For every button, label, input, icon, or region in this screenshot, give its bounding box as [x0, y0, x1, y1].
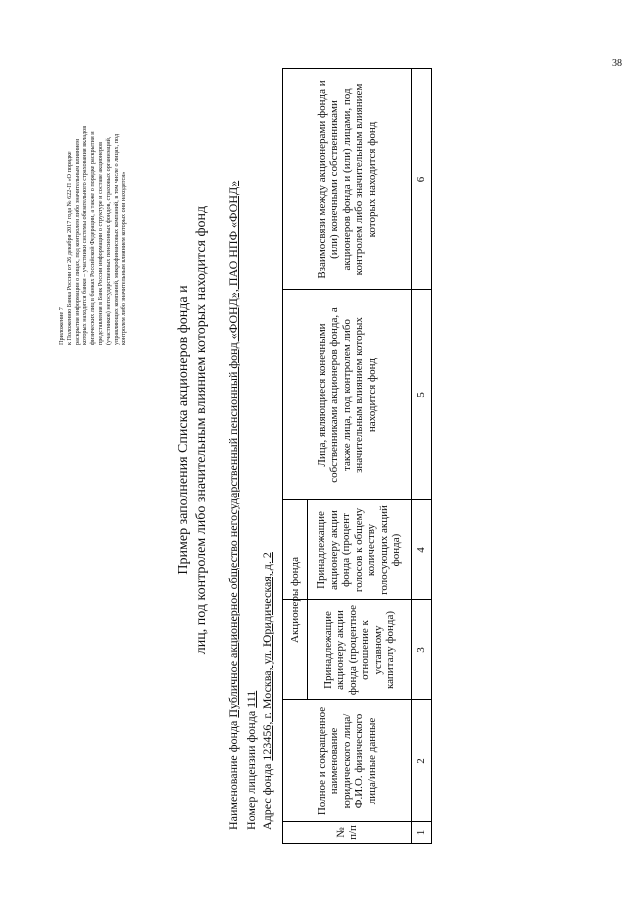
fund-license-value: 111	[244, 690, 258, 708]
fund-license-row	[244, 691, 259, 830]
shareholders-table	[282, 68, 432, 844]
column-header-beneficial-owners: Лица, являющиеся конечными собственниками акционеров фонда, а также лица, под контролем либо значительным влиянием которых находится фонд	[315, 307, 378, 483]
appendix-note	[58, 23, 128, 345]
fund-name-row	[226, 181, 241, 830]
appendix-line: Приложение 7	[58, 307, 65, 345]
column-number: 2	[414, 758, 427, 764]
appendix-line: к Положению Банка России от 26 декабря 2017 года № 622-П «О порядке	[65, 151, 73, 345]
fund-address-row	[260, 552, 275, 830]
page-number: 38	[612, 58, 622, 69]
column-header-share-votes: Принадлежащие акционеру акции фонда (процент голосов к общему количеству голосующих акций фонда)	[315, 505, 403, 595]
appendix-line: которых находятся банки – участники системы обязательного страхования вкладов	[81, 125, 89, 345]
column-number: 3	[414, 647, 427, 653]
column-header-share-capital: Принадлежащие акционеру акции фонда (процентное отношение к уставному капиталу фонда)	[321, 604, 396, 696]
column-header-relationships: Взаимосвязи между акционерами фонда и (или) конечными собственниками акционеров фонда и (или) лицами, под контролем либо значительным влиянием которых находится фонд	[315, 80, 378, 279]
document-title: Пример заполнения Списка акционеров фонда и	[176, 285, 191, 575]
fund-address-value: 123456, г. Москва, ул. Юридическая, д. 2	[260, 552, 274, 761]
column-number: 4	[414, 547, 427, 553]
appendix-line: управляющих компаний, микрофинансовых компаний, в том числе о лицах, под	[112, 133, 120, 345]
group-header-shareholders: Акционеры фонда	[288, 557, 301, 643]
fund-address-label: Адрес фонда	[260, 763, 274, 830]
column-number: 6	[414, 176, 427, 183]
appendix-line: контролем либо значительным влиянием которых они находятся»	[120, 171, 128, 345]
appendix-line: (участников) негосударственных пенсионных фондов, страховых организаций,	[104, 136, 112, 345]
appendix-line: представления в Банк России информации о структуре и составе акционеров	[96, 141, 104, 345]
fund-name-label: Наименование фонда	[226, 720, 240, 830]
column-header-name: Полное и сокращенное наименование юридического лица/Ф.И.О. физического лица/иные данные	[315, 706, 378, 816]
column-number: 5	[414, 392, 427, 398]
appendix-line: физических лиц в банках Российской Федерации, а также о порядке раскрытия и	[89, 131, 97, 345]
fund-name-value: Публичное акционерное общество негосударственный пенсионный фонд «ФОНД», ПАО НПФ «ФОНД»	[226, 180, 240, 718]
fund-license-label: Номер лицензии фонда	[244, 710, 258, 830]
appendix-line: раскрытия информации о лицах, под контролем либо значительным влиянием	[73, 138, 81, 345]
column-header-number: № п/п	[334, 825, 359, 840]
document-subtitle: лиц, под контролем либо значительным влиянием которых находится фонд	[194, 205, 209, 655]
column-number: 1	[414, 829, 427, 836]
